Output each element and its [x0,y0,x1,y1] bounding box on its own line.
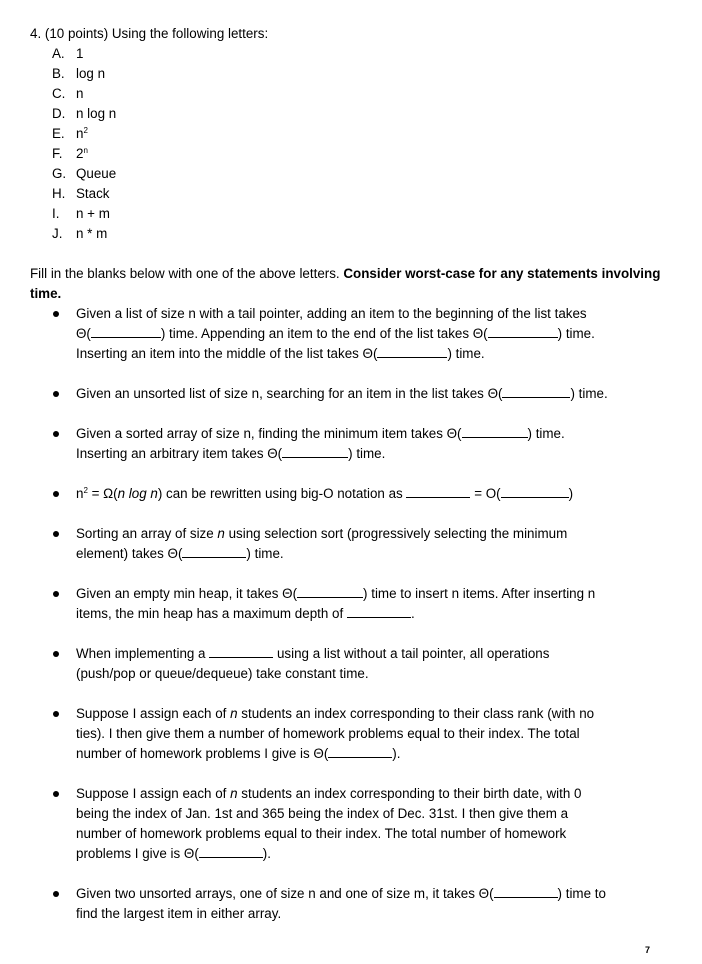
spacer [0,504,702,524]
option-h: H. Stack [52,186,110,201]
answer-blank[interactable] [209,644,273,658]
answer-blank[interactable] [501,484,569,498]
spacer [0,464,702,484]
statement-selection-sort: Sorting an array of size n using selection sort (progressively selecting the minimum element) takes Θ( ) time. [0,524,656,564]
statement-birth-date: Suppose I assign each of n students an index corresponding to their birth date, with 0 being the index of Jan. 1st and 365 being the index of Dec. 31st. I then give them a number of homework problems equal to their index. The total number of homework problems I give is Θ( ). [0,784,656,864]
statement-list [0,304,702,924]
spacer [0,764,702,784]
answer-blank[interactable] [488,324,558,338]
statement-unsorted-search: Given an unsorted list of size n, searching for an item in the list takes Θ( ) time. [0,384,656,404]
statement-list-tail-pointer: Given a list of size n with a tail pointer, adding an item to the beginning of the list takes Θ( ) time. Appending an item to the end of the list takes Θ( ) time. Inserting an item into the middle of the list takes Θ( ) time. [0,304,656,364]
spacer [0,624,702,644]
statement-two-arrays: Given two unsorted arrays, one of size n and one of size m, it takes Θ( ) time to find the largest item in either array. [0,884,656,924]
answer-blank[interactable] [282,444,348,458]
answer-blank[interactable] [297,584,363,598]
spacer [0,564,702,584]
option-b: B. log n [52,66,106,81]
page-number: 7 [645,945,651,955]
answer-options-list [52,44,116,244]
option-a: A. 1 [52,46,84,61]
option-g: G. Queue [52,166,117,181]
statement-list-implementation: When implementing a using a list without a tail pointer, all operations (push/pop or queue/dequeue) take constant time. [0,644,656,684]
answer-blank[interactable] [91,324,161,338]
option-d: D. n log n [52,106,117,121]
spacer [0,684,702,704]
statement-sorted-array: Given a sorted array of size n, finding the minimum item takes Θ( ) time. Inserting an arbitrary item takes Θ( ) time. [0,424,656,464]
answer-blank[interactable] [406,484,470,498]
answer-blank[interactable] [328,744,392,758]
answer-blank[interactable] [494,884,558,898]
answer-blank[interactable] [347,604,411,618]
answer-blank[interactable] [199,844,263,858]
question-title: 4. (10 points) Using the following letters: [30,26,269,41]
option-e: E. $n^2$ [52,126,88,141]
statement-class-rank: Suppose I assign each of n students an index corresponding to their class rank (with no ties). I then give them a number of homework problems equal to their index. The total number of homework problems I give is Θ( ). [0,704,656,764]
option-i: I. n + m [52,206,110,221]
spacer [0,404,702,424]
option-f: F. 2$^n$ [52,146,88,161]
answer-blank[interactable] [377,344,447,358]
statement-big-o-rewrite: $n^2 = \Omega(n$ log n) can be rewritten using big-O notation as = O( ) [0,484,656,504]
answer-blank[interactable] [462,424,528,438]
answer-blank[interactable] [502,384,570,398]
instructions: Fill in the blanks below with one of the above letters. Consider worst-case for any statements involving time. [30,266,661,301]
spacer [0,364,702,384]
answer-blank[interactable] [182,544,246,558]
option-j: J. n * m [52,226,108,241]
spacer [0,864,702,884]
option-c: C. n [52,86,84,101]
statement-min-heap: Given an empty min heap, it takes Θ( ) time to insert n items. After inserting n items, the min heap has a maximum depth of . [0,584,656,624]
instructions-emphasis: Consider worst-case for any statements involving time. [30,266,661,301]
